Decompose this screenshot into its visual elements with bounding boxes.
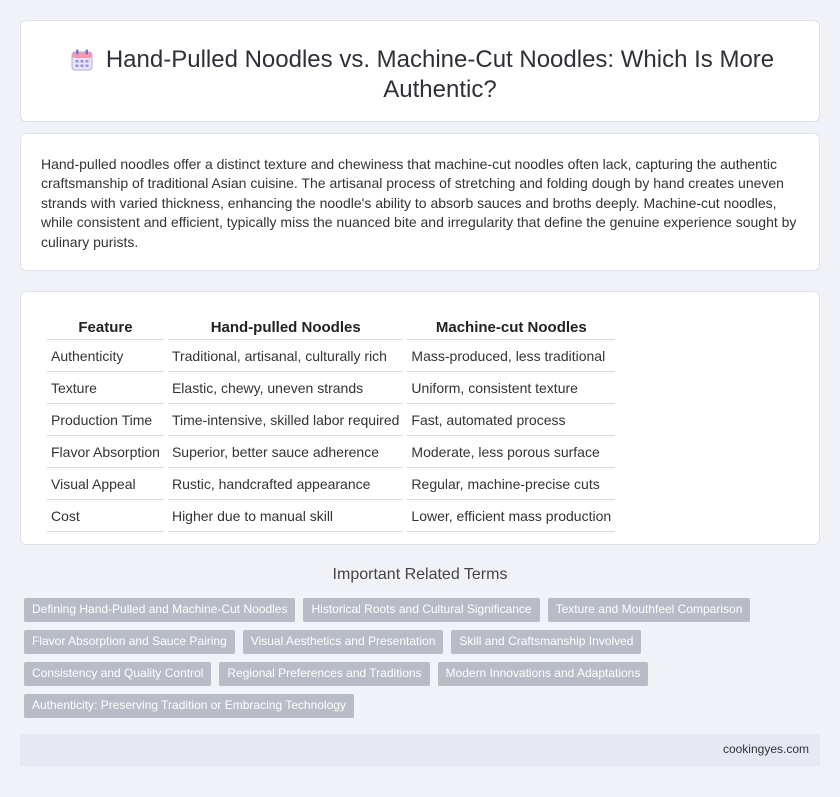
header-card <box>20 20 820 122</box>
related-term-tag[interactable]: Consistency and Quality Control <box>24 662 211 686</box>
table-row <box>47 374 615 404</box>
table-cell: Regular, machine-precise cuts <box>407 470 615 500</box>
table-cell: Superior, better sauce adherence <box>168 438 403 468</box>
table-row <box>47 438 615 468</box>
table-cell: Rustic, handcrafted appearance <box>168 470 403 500</box>
table-cell: Texture <box>47 374 164 404</box>
table-cell: Traditional, artisanal, culturally rich <box>168 342 403 372</box>
table-cell: Higher due to manual skill <box>168 502 403 532</box>
intro-card <box>20 133 820 271</box>
footer <box>20 734 820 766</box>
page-title: Hand-Pulled Noodles vs. Machine-Cut Noodles: Which Is More Authentic? <box>105 46 775 103</box>
related-term-tag[interactable]: Texture and Mouthfeel Comparison <box>548 598 751 622</box>
table-cell: Flavor Absorption <box>47 438 164 468</box>
table-row <box>47 470 615 500</box>
table-cell: Production Time <box>47 406 164 436</box>
related-term-tag[interactable]: Skill and Craftsmanship Involved <box>451 630 641 654</box>
table-cell: Mass-produced, less traditional <box>407 342 615 372</box>
intro-paragraph: Hand-pulled noodles offer a distinct texture and chewiness that machine-cut noodles often lack, capturing the authentic craftsmanship of traditional Asian cuisine. The artisanal process of stretching and folding dough by hand creates uneven strands with varied thickness, enhancing the noodle's ability to absorb sauces and broths deeply. Machine-cut noodles, while consistent and efficient, typically miss the nuanced bite and irregularity that define the genuine experience sought by culinary purists. <box>41 156 797 250</box>
related-term-tag[interactable]: Flavor Absorption and Sauce Pairing <box>24 630 235 654</box>
table-cell: Moderate, less porous surface <box>407 438 615 468</box>
column-header-hand-pulled: Hand-pulled Noodles <box>168 317 403 340</box>
related-term-tag[interactable]: Modern Innovations and Adaptations <box>438 662 649 686</box>
column-header-machine-cut: Machine-cut Noodles <box>407 317 615 340</box>
table-cell: Lower, efficient mass production <box>407 502 615 532</box>
column-header-feature: Feature <box>47 317 164 340</box>
table-cell: Elastic, chewy, uneven strands <box>168 374 403 404</box>
related-terms-list <box>24 598 824 726</box>
table-cell: Cost <box>47 502 164 532</box>
table-cell: Visual Appeal <box>47 470 164 500</box>
table-cell: Fast, automated process <box>407 406 615 436</box>
related-term-tag[interactable]: Defining Hand-Pulled and Machine-Cut Noodles <box>24 598 295 622</box>
table-header-row <box>47 317 615 340</box>
related-term-tag[interactable]: Regional Preferences and Traditions <box>219 662 429 686</box>
table-row <box>47 342 615 372</box>
table-cell: Time-intensive, skilled labor required <box>168 406 403 436</box>
table-cell: Uniform, consistent texture <box>407 374 615 404</box>
comparison-table <box>43 315 619 534</box>
footer-site-link[interactable]: cookingyes.com <box>722 742 809 756</box>
table-row <box>47 406 615 436</box>
related-term-tag[interactable]: Historical Roots and Cultural Significance <box>303 598 539 622</box>
table-row <box>47 502 615 532</box>
table-cell: Authenticity <box>47 342 164 372</box>
related-term-tag[interactable]: Visual Aesthetics and Presentation <box>243 630 444 654</box>
related-terms-heading: Important Related Terms <box>332 566 508 583</box>
related-term-tag[interactable]: Authenticity: Preserving Tradition or Embracing Technology <box>24 694 354 718</box>
comparison-card <box>20 291 820 545</box>
